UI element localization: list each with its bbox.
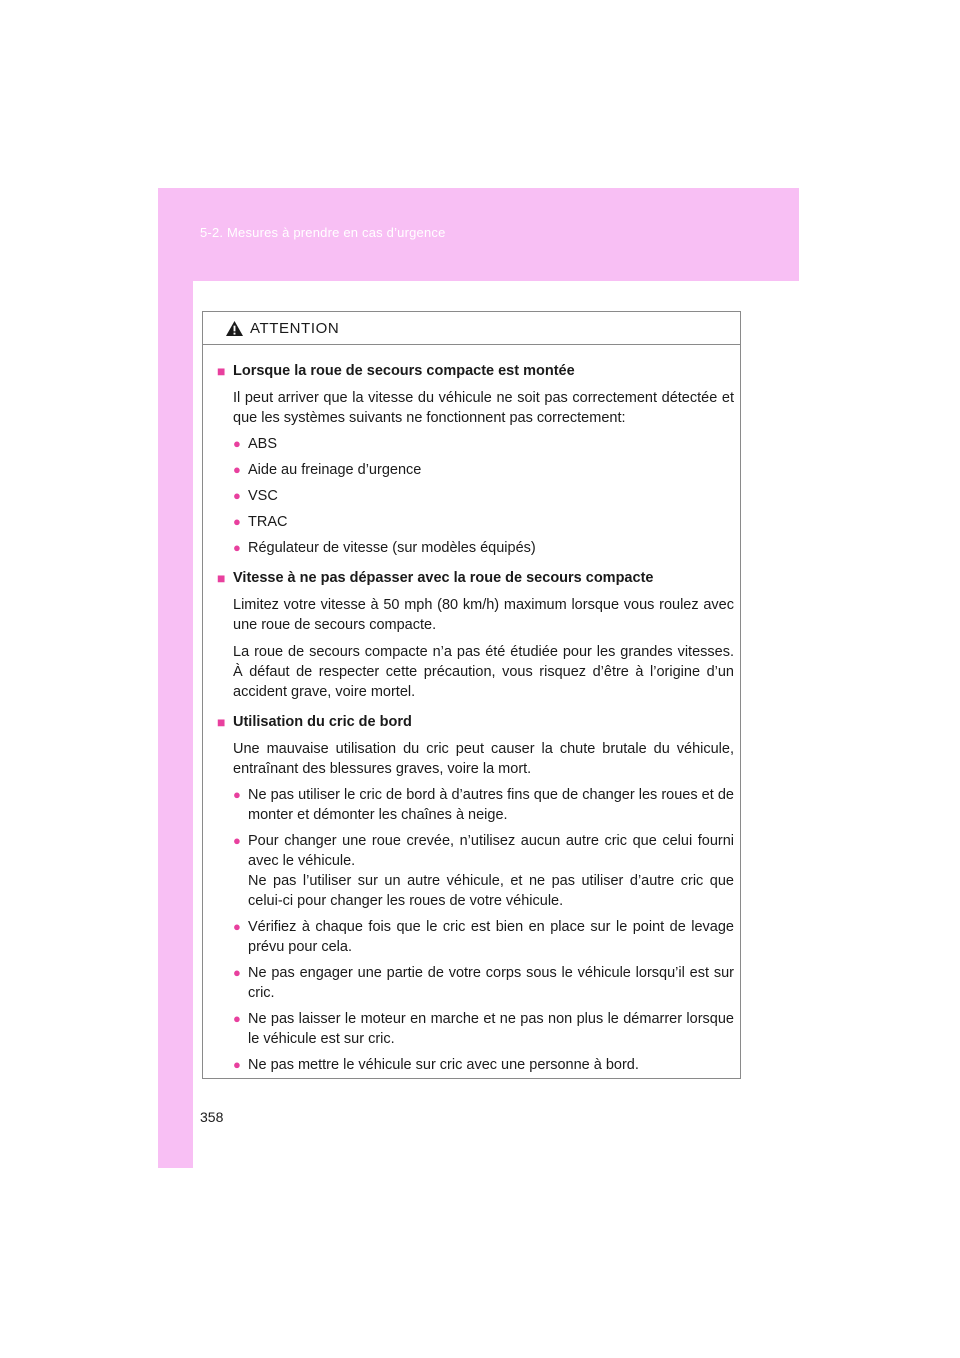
circle-bullet-icon: ● <box>233 436 241 451</box>
section-title: 5-2. Mesures à prendre en cas d’urgence <box>200 225 446 240</box>
square-bullet-icon: ■ <box>217 363 226 379</box>
warning-content <box>203 345 740 1075</box>
list-item-line: ABS <box>248 436 278 452</box>
paragraph: Limitez votre vitesse à 50 mph (80 km/h) maximum lorsque vous roulez avec une roue de secours compacte. <box>233 597 734 633</box>
list-item <box>233 434 734 454</box>
list-item <box>233 963 734 1003</box>
list-item-text <box>248 785 734 825</box>
list-item <box>233 538 734 558</box>
section-heading <box>217 361 734 381</box>
list-item <box>233 1009 734 1049</box>
list-item-line: Ne pas utiliser le cric de bord à d’autres fins que de changer les roues et de monter et démonter les chaînes à neige. <box>248 787 734 823</box>
list-item-line: TRAC <box>248 514 288 530</box>
paragraph: La roue de secours compacte n’a pas été étudiée pour les grandes vitesses. À défaut de respecter cette précaution, vous risquez d’être à l’origine d’un accident grave, voire mortel. <box>233 644 734 700</box>
list-item-line: Ne pas engager une partie de votre corps sous le véhicule lorsqu’il est sur cric. <box>248 965 734 1001</box>
circle-bullet-icon: ● <box>233 1057 241 1072</box>
list-item-line: VSC <box>248 488 278 504</box>
list-item-text <box>248 831 734 911</box>
list-item-line: Régulateur de vitesse (sur modèles équipés) <box>248 540 536 556</box>
circle-bullet-icon: ● <box>233 514 241 529</box>
list-item-text <box>248 486 734 506</box>
list-item-text <box>248 1055 734 1075</box>
circle-bullet-icon: ● <box>233 462 241 477</box>
list-item-line: Vérifiez à chaque fois que le cric est bien en place sur le point de levage prévu pour cela. <box>248 919 734 955</box>
list-item-text <box>248 917 734 957</box>
paragraph: Une mauvaise utilisation du cric peut causer la chute brutale du véhicule, entraînant des blessures graves, voire la mort. <box>233 741 734 777</box>
circle-bullet-icon: ● <box>233 919 241 934</box>
circle-bullet-icon: ● <box>233 833 241 848</box>
list-item <box>233 486 734 506</box>
list-item <box>233 785 734 825</box>
square-bullet-icon: ■ <box>217 570 226 586</box>
list-item <box>233 460 734 480</box>
list-item-line: Aide au freinage d’urgence <box>248 462 422 478</box>
section-heading-text: Vitesse à ne pas dépasser avec la roue de secours compacte <box>233 570 654 586</box>
list-item-line: Ne pas laisser le moteur en marche et ne pas non plus le démarrer lorsque le véhicule est sur cric. <box>248 1011 734 1047</box>
list-item-line: Pour changer une roue crevée, n’utilisez aucun autre cric que celui fourni avec le véhicule. <box>248 833 734 869</box>
square-bullet-icon: ■ <box>217 714 226 730</box>
section-heading <box>217 712 734 732</box>
section-heading-text: Utilisation du cric de bord <box>233 714 412 730</box>
list-item-text <box>248 963 734 1003</box>
list-item-line: Ne pas mettre le véhicule sur cric avec une personne à bord. <box>248 1057 639 1073</box>
circle-bullet-icon: ● <box>233 540 241 555</box>
page-number: 358 <box>200 1109 224 1125</box>
warning-header <box>203 312 740 345</box>
list-item <box>233 512 734 532</box>
circle-bullet-icon: ● <box>233 488 241 503</box>
warning-triangle-icon <box>225 320 244 337</box>
circle-bullet-icon: ● <box>233 787 241 802</box>
list-item-text <box>248 460 734 480</box>
list-item-text <box>248 1009 734 1049</box>
circle-bullet-icon: ● <box>233 1011 241 1026</box>
side-margin-band <box>158 281 193 1168</box>
list-item <box>233 917 734 957</box>
list-item <box>233 1055 734 1075</box>
list-item-text <box>248 512 734 532</box>
section-heading-text: Lorsque la roue de secours compacte est montée <box>233 363 575 379</box>
list-item-text <box>248 538 734 558</box>
list-item <box>233 831 734 911</box>
list-item-line: Ne pas l’utiliser sur un autre véhicule, et ne pas utiliser d’autre cric que celui-ci pour changer les roues de votre véhicule. <box>248 873 734 909</box>
paragraph: Il peut arriver que la vitesse du véhicule ne soit pas correctement détectée et que les systèmes suivants ne fonctionnent pas correctement: <box>233 390 734 426</box>
warning-box <box>202 311 741 1079</box>
circle-bullet-icon: ● <box>233 965 241 980</box>
section-heading <box>217 568 734 588</box>
list-item-text <box>248 434 734 454</box>
warning-label: ATTENTION <box>250 319 340 337</box>
